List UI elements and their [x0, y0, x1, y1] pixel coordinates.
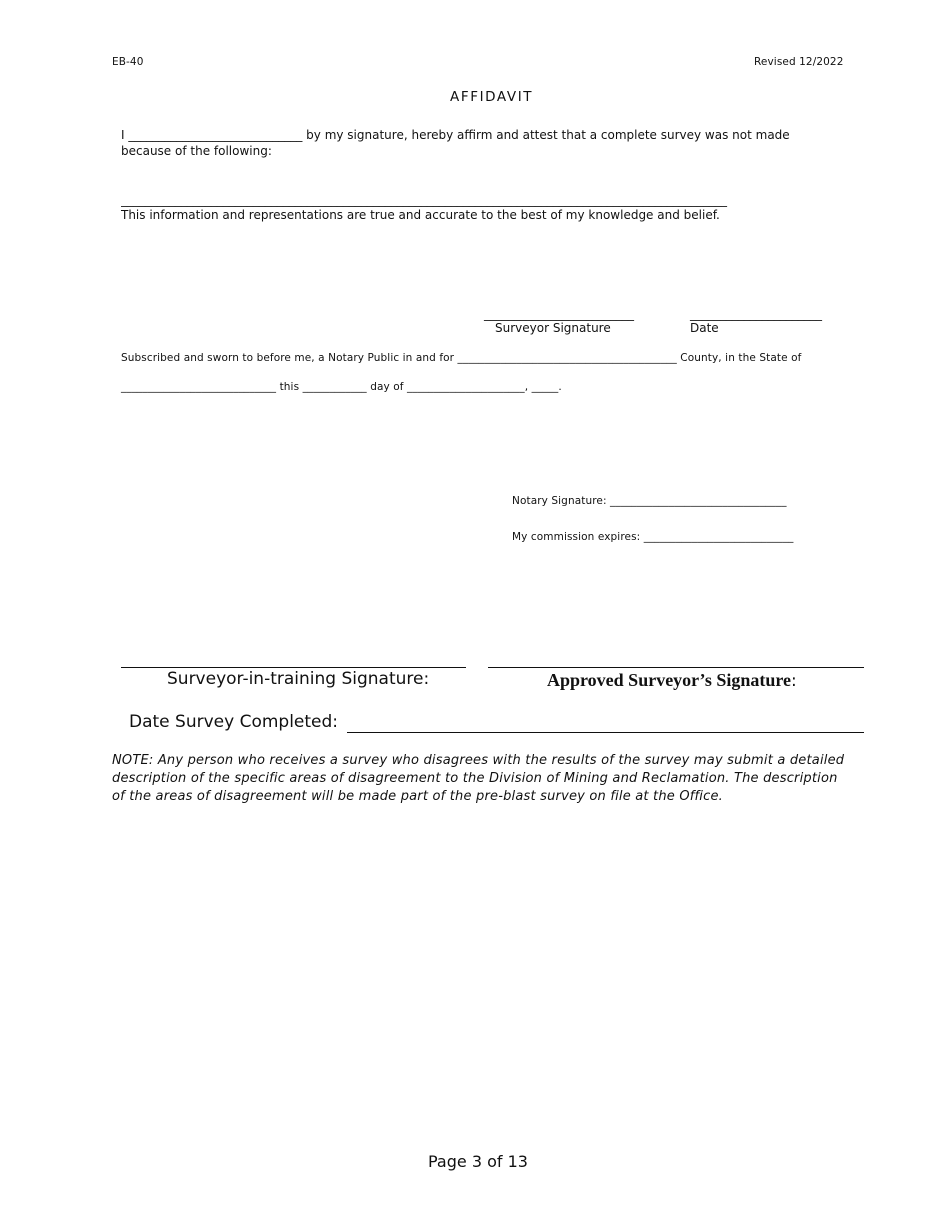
page-title: AFFIDAVIT	[450, 89, 534, 105]
approved-signature-rule[interactable]	[488, 667, 864, 668]
attestation-text: This information and representations are true and accurate to the best of my knowledge and belief.	[121, 208, 720, 222]
trainee-signature-rule[interactable]	[121, 667, 466, 668]
notary-county-line: Subscribed and sworn to before me, a Notary Public in and for _________________________________________ County, in the State of	[121, 352, 802, 364]
trainee-signature-label: Surveyor-in-training Signature:	[167, 669, 430, 689]
approved-signature-text: Approved Surveyor’s Signature	[547, 670, 792, 690]
notary-date-line: _____________________________ this ____________ day of ______________________, _____.	[121, 381, 562, 393]
date-completed-label: Date Survey Completed:	[129, 712, 339, 732]
approved-signature-colon: :	[791, 671, 797, 691]
page-number: Page 3 of 13	[428, 1152, 528, 1171]
affirmation-line-2: because of the following:	[121, 144, 272, 158]
approved-signature-label	[547, 670, 797, 691]
surveyor-date-label: Date	[690, 321, 719, 335]
disagreement-note: NOTE: Any person who receives a survey who disagrees with the results of the survey may submit a detailed description of the specific areas of disagreement to the Division of Mining and Reclamation. The description of the areas of disagreement will be made part of the pre-blast survey on file at the Office.	[112, 753, 845, 804]
surveyor-signature-label: Surveyor Signature	[495, 321, 611, 335]
commission-expires-line[interactable]: My commission expires: ____________________________	[512, 531, 794, 543]
affirmation-line: I _____________________________ by my signature, hereby affirm and attest that a complete survey was not made	[121, 128, 790, 142]
reason-blank-line[interactable]: _____________________________________________________________________________________________________	[121, 193, 727, 207]
notary-signature-line[interactable]: Notary Signature: _________________________________	[512, 495, 787, 507]
surveyor-signature-blank[interactable]: _________________________	[484, 307, 634, 321]
form-code: EB-40	[112, 56, 144, 68]
surveyor-date-blank[interactable]: ______________________	[690, 307, 822, 321]
date-completed-rule[interactable]	[347, 732, 864, 733]
revision-date: Revised 12/2022	[754, 56, 844, 68]
